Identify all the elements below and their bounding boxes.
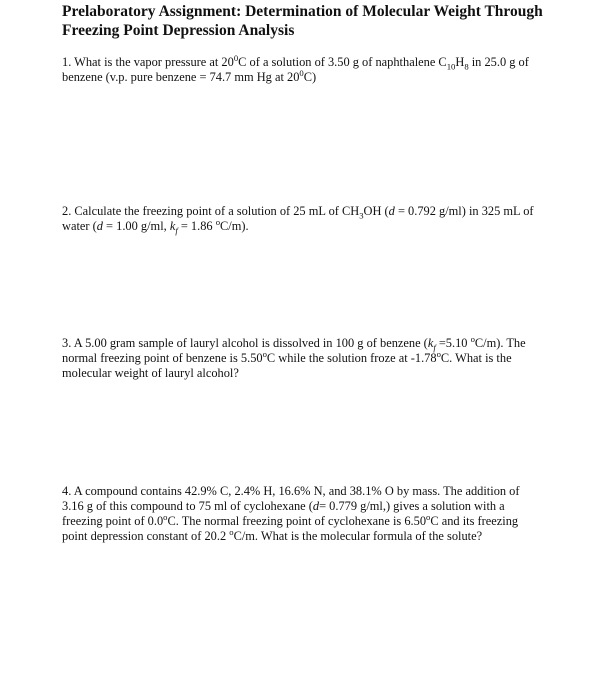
- question-number: 1.: [62, 55, 72, 69]
- title-line-1: Prelaboratory Assignment: Determination of Molecular Weight Through: [62, 3, 543, 20]
- title-line-2: Freezing Point Depression Analysis: [62, 22, 295, 39]
- question-4: 4. A compound contains 42.9% C, 2.4% H, 16.6% N, and 38.1% O by mass. The addition of 3.16 g of this compound to 75 ml of cyclohexane (d= 0.779 g/ml,) gives a solution with a freezing point of 0.0$^o$C. The normal freezing point of cyclohexane is 6.50$^o$C and its freezing point depression constant of 20.2 $^o$C/m. What is the molecular formula of the solute?: [62, 484, 520, 543]
- question-1: 1. What is the vapor pressure at $20^0C$ of a solution of 3.50 g of naphthalene $C_{10}H_8$ in 25.0 g of benzene (v.p. pure benzene = 74.7 mm Hg at $20^0C$): [62, 52, 529, 84]
- question-number: 4.: [62, 484, 72, 498]
- question-3: 3. A 5.00 gram sample of lauryl alcohol is dissolved in 100 g of benzene ($k_f =5.10$ $^o$C/m). The normal freezing point of benzene is 5.50$^o$C while the solution froze at -1.78$^o$C. What is the molecular weight of lauryl alcohol?: [62, 333, 526, 380]
- question-number: 3.: [62, 336, 72, 350]
- page-title: [62, 2, 582, 40]
- question-2: 2. Calculate the freezing point of a solution of 25 mL of $CH_3OH$ (d = 0.792 g/ml) in 325 mL of water (d = 1.00 g/ml, $k_f = 1.86$ $^o$C/m).: [62, 204, 534, 236]
- question-number: 2.: [62, 204, 72, 218]
